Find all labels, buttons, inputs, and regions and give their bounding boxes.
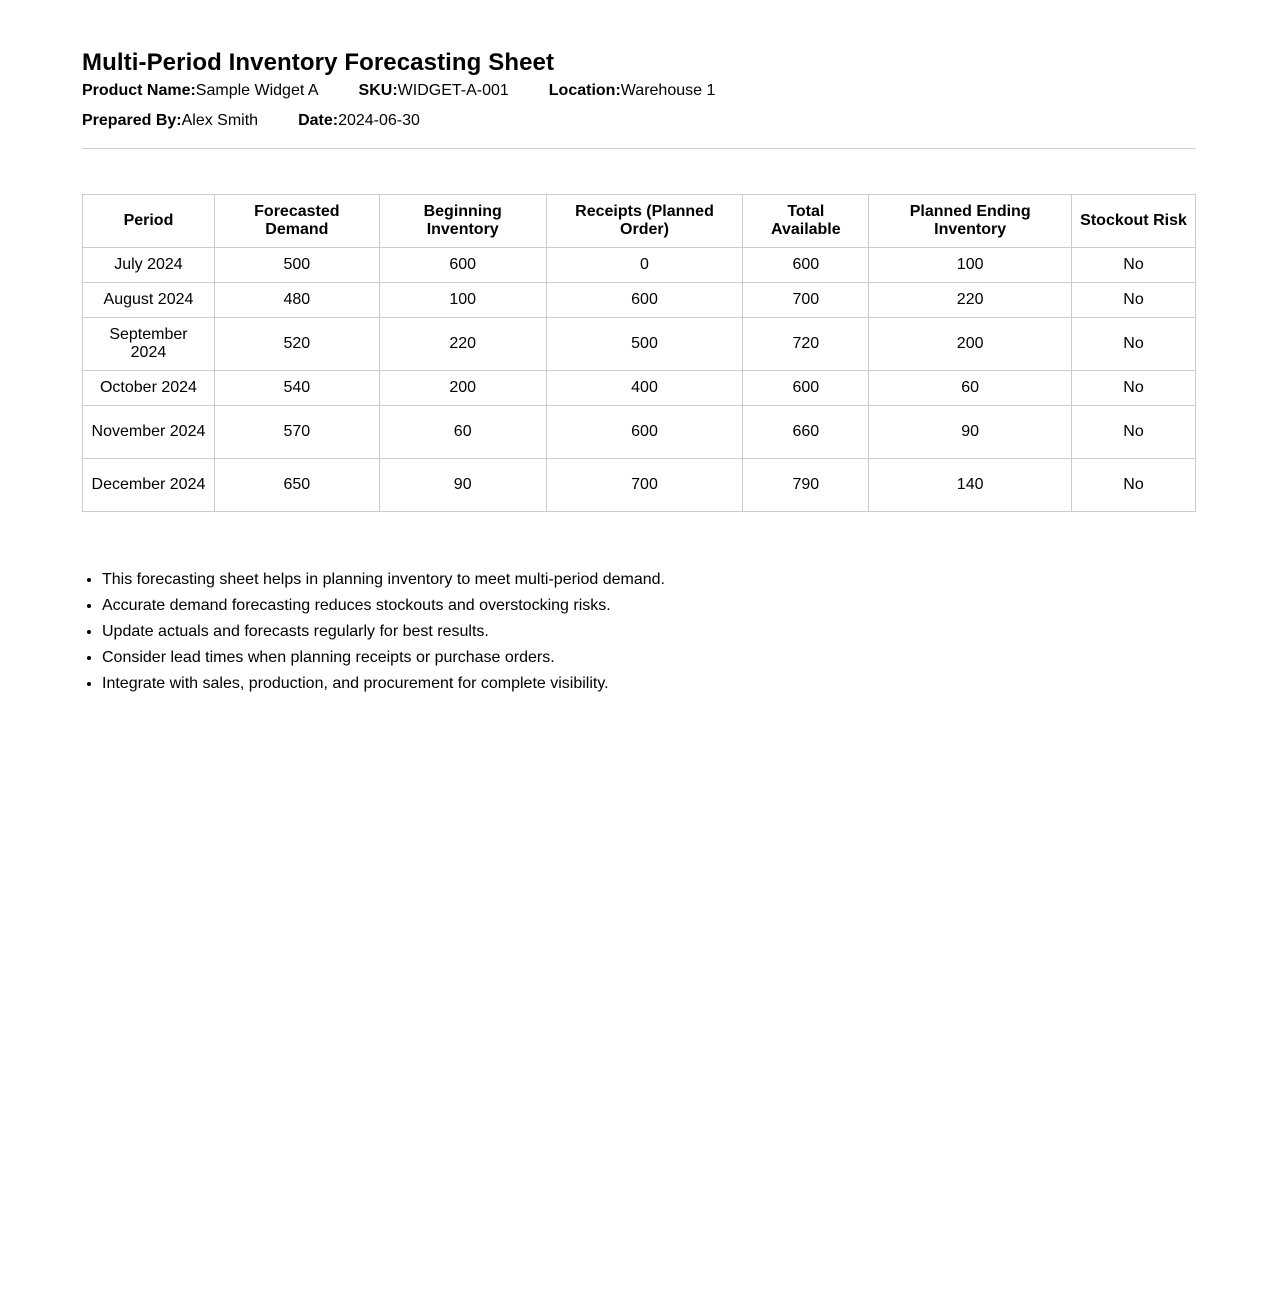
cell-forecasted-demand: 500 [214,248,379,283]
cell-total-available: 700 [743,283,869,318]
table-row [83,406,1196,459]
list-item: • Accurate demand forecasting reduces stockouts and overstocking risks. [102,596,1196,616]
cell-planned-ending-inventory: 100 [869,248,1072,283]
cell-period: August 2024 [83,283,215,318]
header-beginning-inventory: Beginning Inventory [379,195,546,248]
header-planned-ending-inventory: Planned Ending Inventory [869,195,1072,248]
cell-beginning-inventory: 220 [379,318,546,371]
prepared-by [82,111,258,131]
list-item: • Consider lead times when planning receipts or purchase orders. [102,648,1196,668]
cell-planned-ending-inventory: 220 [869,283,1072,318]
table-row [83,248,1196,283]
cell-receipts: 600 [546,283,743,318]
cell-forecasted-demand: 570 [214,406,379,459]
table-header-row [83,195,1196,248]
cell-stockout-risk: No [1072,318,1196,371]
cell-total-available: 720 [743,318,869,371]
prepared-by-label: Prepared By: [82,112,182,129]
cell-stockout-risk: No [1072,459,1196,512]
cell-stockout-risk: No [1072,371,1196,406]
cell-beginning-inventory: 100 [379,283,546,318]
list-item: • Integrate with sales, production, and procurement for complete visibility. [102,674,1196,694]
prepared-by-value: Alex Smith [181,112,259,129]
table-row [83,371,1196,406]
cell-stockout-risk: No [1072,406,1196,459]
list-item: • This forecasting sheet helps in planning inventory to meet multi-period demand. [102,570,1196,590]
header-total-available: Total Available [743,195,869,248]
sku-label: SKU: [358,82,398,99]
forecast-table [82,194,1196,512]
meta-row-product [82,81,1196,101]
cell-stockout-risk: No [1072,283,1196,318]
notes-list [82,570,1196,694]
date [298,111,420,131]
location-label: Location: [548,82,621,99]
cell-period: December 2024 [83,459,215,512]
header-stockout-risk: Stockout Risk [1072,195,1196,248]
divider [82,148,1196,149]
sku-value: WIDGET-A-001 [397,82,509,99]
date-label: Date: [298,112,339,129]
cell-total-available: 660 [743,406,869,459]
cell-planned-ending-inventory: 200 [869,318,1072,371]
table-row [83,459,1196,512]
cell-beginning-inventory: 200 [379,371,546,406]
header-receipts: Receipts (Planned Order) [546,195,743,248]
date-value: 2024-06-30 [338,112,420,129]
cell-period: November 2024 [83,406,215,459]
cell-beginning-inventory: 90 [379,459,546,512]
cell-total-available: 600 [743,371,869,406]
page-title: Multi-Period Inventory Forecasting Sheet [82,49,555,76]
product-name-label: Product Name: [82,82,196,99]
cell-beginning-inventory: 60 [379,406,546,459]
cell-period: October 2024 [83,371,215,406]
location [549,81,716,101]
product-name [82,81,319,101]
cell-receipts: 700 [546,459,743,512]
product-name-value: Sample Widget A [195,82,319,99]
cell-beginning-inventory: 600 [379,248,546,283]
table-row [83,283,1196,318]
table-row [83,318,1196,371]
forecast-sheet [82,48,1196,700]
cell-period: July 2024 [83,248,215,283]
header-forecasted-demand: Forecasted Demand [214,195,379,248]
cell-forecasted-demand: 650 [214,459,379,512]
cell-total-available: 790 [743,459,869,512]
cell-period: September 2024 [83,318,215,371]
cell-total-available: 600 [743,248,869,283]
cell-forecasted-demand: 520 [214,318,379,371]
cell-planned-ending-inventory: 140 [869,459,1072,512]
cell-receipts: 0 [546,248,743,283]
cell-planned-ending-inventory: 90 [869,406,1072,459]
list-item: • Update actuals and forecasts regularly for best results. [102,622,1196,642]
cell-planned-ending-inventory: 60 [869,371,1072,406]
cell-forecasted-demand: 540 [214,371,379,406]
cell-receipts: 500 [546,318,743,371]
sku [359,81,509,101]
cell-receipts: 400 [546,371,743,406]
meta-row-prepared [82,111,1196,131]
cell-forecasted-demand: 480 [214,283,379,318]
header-period: Period [83,195,215,248]
cell-receipts: 600 [546,406,743,459]
cell-stockout-risk: No [1072,248,1196,283]
location-value: Warehouse 1 [620,82,716,99]
